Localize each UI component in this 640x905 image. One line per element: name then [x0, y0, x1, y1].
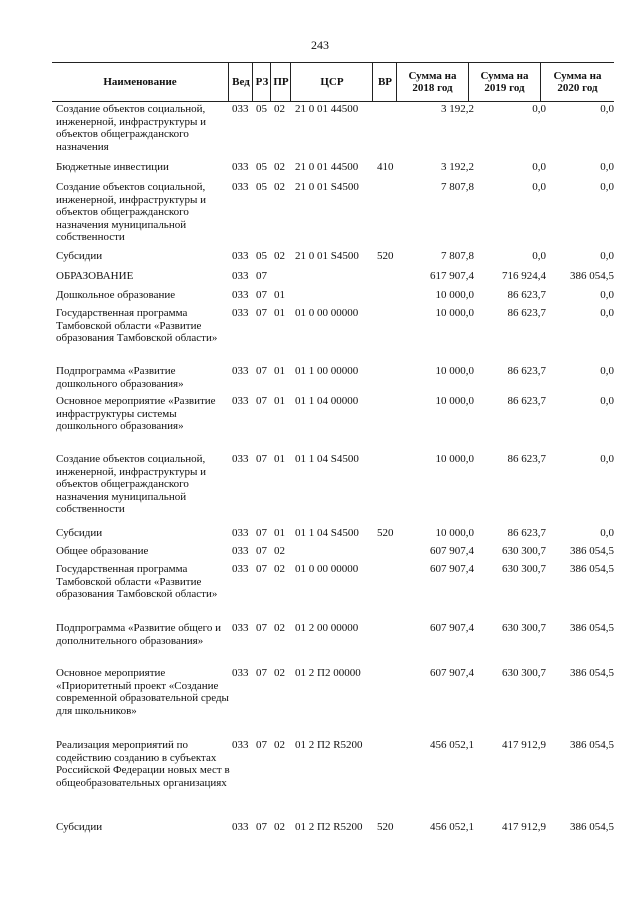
cell-csr: 01 2 П2 R5200 [295, 739, 363, 751]
cell-s2020: 386 054,5 [570, 270, 614, 282]
cell-name: Субсидии [56, 250, 103, 262]
cell-name: Создание объектов социальной, инженерной, инфраструктуры и объектов общегражданского назначения муниципальной собственности [56, 181, 207, 243]
table-header [52, 62, 614, 102]
cell-s2020: 0,0 [600, 365, 614, 377]
cell-s2018: 607 907,4 [430, 622, 474, 634]
cell-pr: 01 [274, 289, 285, 301]
cell-s2019: 630 300,7 [502, 545, 546, 557]
cell-pr: 02 [274, 563, 285, 575]
cell-name: Государственная программа Тамбовской области «Развитие образования Тамбовской области» [56, 563, 218, 600]
cell-csr: 21 0 01 S4500 [295, 181, 359, 193]
cell-s2020: 0,0 [600, 181, 614, 193]
cell-pr: 02 [274, 667, 285, 679]
cell-pr: 01 [274, 365, 285, 377]
cell-vr: 520 [377, 821, 394, 833]
cell-s2019: 86 623,7 [507, 365, 546, 377]
cell-s2019: 630 300,7 [502, 622, 546, 634]
cell-s2018: 10 000,0 [435, 365, 474, 377]
cell-s2019: 0,0 [532, 161, 546, 173]
page-number: 243 [311, 38, 329, 52]
cell-pr: 02 [274, 739, 285, 751]
cell-ved: 033 [232, 103, 249, 115]
cell-name: ОБРАЗОВАНИЕ [56, 270, 134, 282]
cell-ved: 033 [232, 453, 249, 465]
cell-ved: 033 [232, 821, 249, 833]
cell-s2020: 386 054,5 [570, 622, 614, 634]
cell-s2019: 630 300,7 [502, 563, 546, 575]
cell-rz: 07 [256, 289, 267, 301]
cell-s2018: 3 192,2 [441, 161, 474, 173]
cell-ved: 033 [232, 545, 249, 557]
cell-csr: 01 0 00 00000 [295, 307, 359, 319]
cell-s2020: 0,0 [600, 103, 614, 115]
cell-ved: 033 [232, 527, 249, 539]
cell-pr: 02 [274, 821, 285, 833]
header-sum-2020: Сумма на 2020 год [540, 63, 614, 101]
cell-vr: 410 [377, 161, 394, 173]
cell-s2020: 386 054,5 [570, 821, 614, 833]
cell-ved: 033 [232, 365, 249, 377]
cell-name: Дошкольное образование [56, 289, 176, 301]
cell-vr: 520 [377, 250, 394, 262]
cell-name: Реализация мероприятий по содействию созданию в субъектах Российской Федерации новых мест в общеобразовательных организациях [56, 739, 230, 789]
cell-s2019: 630 300,7 [502, 667, 546, 679]
header-sum-2018: Сумма на 2018 год [396, 63, 468, 101]
cell-name: Общее образование [56, 545, 149, 557]
cell-s2018: 10 000,0 [435, 289, 474, 301]
cell-rz: 07 [256, 365, 267, 377]
cell-csr: 01 2 П2 R5200 [295, 821, 363, 833]
cell-s2020: 0,0 [600, 395, 614, 407]
cell-csr: 21 0 01 44500 [295, 161, 359, 173]
cell-name: Подпрограмма «Развитие общего и дополнительного образования» [56, 622, 222, 647]
cell-rz: 07 [256, 527, 267, 539]
cell-s2020: 386 054,5 [570, 739, 614, 751]
cell-s2019: 417 912,9 [502, 739, 546, 751]
cell-name: Создание объектов социальной, инженерной, инфраструктуры и объектов общегражданского назначения [56, 103, 207, 153]
cell-ved: 033 [232, 563, 249, 575]
cell-csr: 01 2 П2 00000 [295, 667, 361, 679]
header-csr: ЦСР [290, 63, 373, 101]
header-pr: ПР [270, 63, 291, 101]
cell-csr: 01 0 00 00000 [295, 563, 359, 575]
header-rz: РЗ [252, 63, 271, 101]
cell-rz: 05 [256, 161, 267, 173]
cell-csr: 01 2 00 00000 [295, 622, 359, 634]
cell-s2018: 456 052,1 [430, 821, 474, 833]
cell-s2020: 0,0 [600, 527, 614, 539]
cell-s2018: 607 907,4 [430, 667, 474, 679]
cell-ved: 033 [232, 395, 249, 407]
cell-s2018: 3 192,2 [441, 103, 474, 115]
cell-ved: 033 [232, 307, 249, 319]
cell-vr: 520 [377, 527, 394, 539]
cell-s2019: 86 623,7 [507, 395, 546, 407]
cell-s2018: 10 000,0 [435, 453, 474, 465]
cell-ved: 033 [232, 181, 249, 193]
cell-rz: 07 [256, 667, 267, 679]
cell-rz: 07 [256, 395, 267, 407]
cell-s2019: 86 623,7 [507, 453, 546, 465]
cell-s2020: 0,0 [600, 161, 614, 173]
cell-s2020: 386 054,5 [570, 545, 614, 557]
cell-pr: 01 [274, 307, 285, 319]
cell-s2018: 617 907,4 [430, 270, 474, 282]
cell-s2019: 0,0 [532, 250, 546, 262]
cell-name: Государственная программа Тамбовской области «Развитие образования Тамбовской области» [56, 307, 218, 344]
cell-pr: 02 [274, 181, 285, 193]
cell-name: Основное мероприятие «Развитие инфраструктуры системы дошкольного образования» [56, 395, 216, 432]
cell-s2020: 0,0 [600, 453, 614, 465]
cell-name: Субсидии [56, 821, 103, 833]
cell-ved: 033 [232, 622, 249, 634]
cell-s2018: 456 052,1 [430, 739, 474, 751]
cell-s2020: 0,0 [600, 307, 614, 319]
cell-ved: 033 [232, 270, 249, 282]
cell-s2020: 0,0 [600, 289, 614, 301]
cell-name: Создание объектов социальной, инженерной, инфраструктуры и объектов общегражданского назначения муниципальной собственности [56, 453, 207, 515]
cell-s2018: 10 000,0 [435, 307, 474, 319]
header-sum-2019: Сумма на 2019 год [468, 63, 540, 101]
cell-name: Субсидии [56, 527, 103, 539]
cell-s2020: 386 054,5 [570, 667, 614, 679]
cell-rz: 07 [256, 307, 267, 319]
header-name: Наименование [103, 76, 177, 88]
cell-s2019: 86 623,7 [507, 307, 546, 319]
cell-csr: 01 1 04 S4500 [295, 453, 359, 465]
cell-pr: 01 [274, 395, 285, 407]
cell-s2019: 417 912,9 [502, 821, 546, 833]
cell-s2019: 86 623,7 [507, 527, 546, 539]
cell-name: Бюджетные инвестиции [56, 161, 169, 173]
cell-ved: 033 [232, 250, 249, 262]
cell-rz: 07 [256, 453, 267, 465]
cell-name: Подпрограмма «Развитие дошкольного образования» [56, 365, 184, 390]
cell-s2018: 10 000,0 [435, 527, 474, 539]
cell-pr: 01 [274, 527, 285, 539]
cell-ved: 033 [232, 161, 249, 173]
cell-csr: 21 0 01 S4500 [295, 250, 359, 262]
cell-s2019: 86 623,7 [507, 289, 546, 301]
header-vr: ВР [372, 63, 397, 101]
cell-s2018: 10 000,0 [435, 395, 474, 407]
cell-csr: 01 1 04 S4500 [295, 527, 359, 539]
cell-rz: 05 [256, 250, 267, 262]
header-ved: Вед [228, 63, 253, 101]
cell-rz: 05 [256, 103, 267, 115]
cell-rz: 07 [256, 545, 267, 557]
cell-pr: 02 [274, 161, 285, 173]
cell-ved: 033 [232, 289, 249, 301]
cell-pr: 01 [274, 453, 285, 465]
cell-ved: 033 [232, 667, 249, 679]
cell-s2018: 7 807,8 [441, 250, 474, 262]
cell-csr: 01 1 04 00000 [295, 395, 359, 407]
cell-rz: 07 [256, 622, 267, 634]
cell-ved: 033 [232, 739, 249, 751]
cell-pr: 02 [274, 103, 285, 115]
cell-rz: 07 [256, 739, 267, 751]
cell-csr: 21 0 01 44500 [295, 103, 359, 115]
cell-csr: 01 1 00 00000 [295, 365, 359, 377]
cell-rz: 05 [256, 181, 267, 193]
cell-pr: 02 [274, 622, 285, 634]
cell-rz: 07 [256, 563, 267, 575]
cell-s2018: 607 907,4 [430, 563, 474, 575]
cell-pr: 02 [274, 250, 285, 262]
cell-s2019: 0,0 [532, 103, 546, 115]
cell-name: Основное мероприятие «Приоритетный проект «Создание современной образовательной среды для школьников» [56, 667, 229, 717]
cell-s2018: 7 807,8 [441, 181, 474, 193]
cell-rz: 07 [256, 821, 267, 833]
cell-s2018: 607 907,4 [430, 545, 474, 557]
cell-s2019: 716 924,4 [502, 270, 546, 282]
cell-s2019: 0,0 [532, 181, 546, 193]
cell-s2020: 386 054,5 [570, 563, 614, 575]
cell-pr: 02 [274, 545, 285, 557]
cell-s2020: 0,0 [600, 250, 614, 262]
cell-rz: 07 [256, 270, 267, 282]
